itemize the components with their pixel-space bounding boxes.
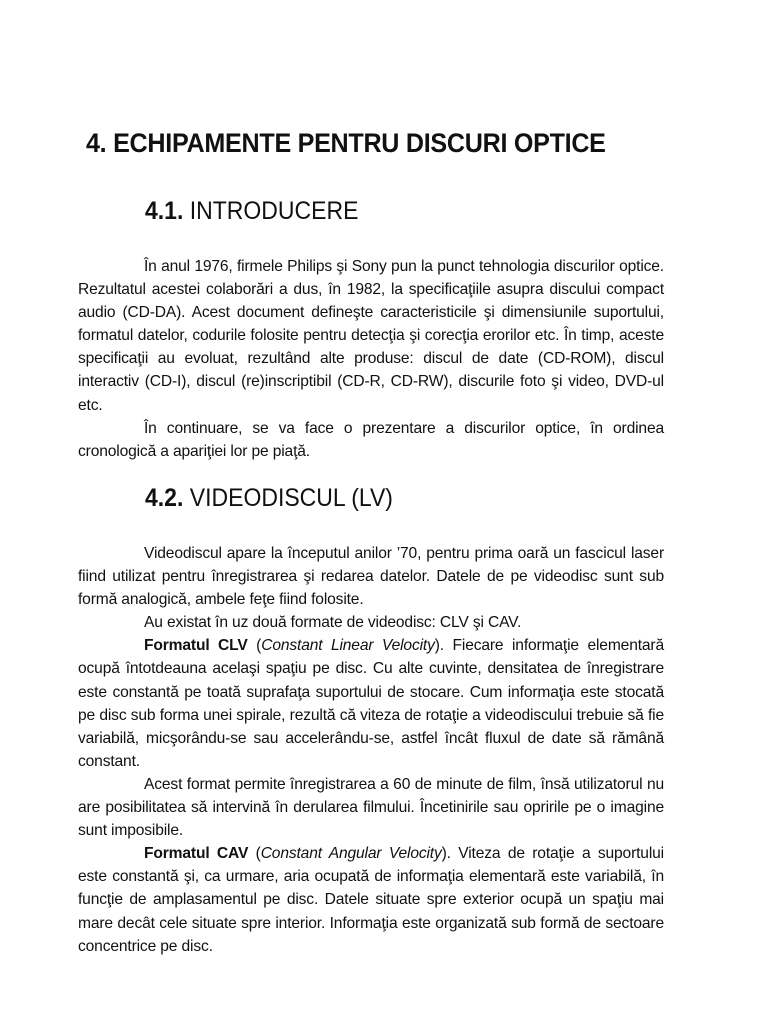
section-body-introducere [78,255,664,463]
section-title-text: INTRODUCERE [183,197,359,225]
paragraph-cav [78,842,664,957]
paragraph: Acest format permite înregistrarea a 60 de minute de film, însă utilizatorul nu are posibilitatea să intervină în derularea filmului. Încetinirile sau opririle pe o imagine sunt imposibile. [78,775,664,840]
term-definition: Constant Angular Velocity [260,845,442,863]
paragraph: Au existat în uz două formate de videodisc: CLV şi CAV. [144,614,522,632]
paragraph-text: ). Fiecare informaţie elementară ocupă întotdeauna acelaşi spaţiu pe disc. Cu alte cuvinte, densitatea de înregistrare este constantă pe toată suprafaţa suportului de stocare. Cum informaţia este stocată pe disc sub forma unei spirale, rezultă că viteza de rotaţie a videodiscului trebuie să fie variabilă, micşorându-se sau accelerându-se, astfel încât fluxul de date să rămână constant. [78,637,664,770]
section-title-text: VIDEODISCUL (LV) [183,484,393,512]
paragraph: Videodiscul apare la începutul anilor ’70, pentru prima oară un fascicul laser fiind utilizat pentru înregistrarea şi redarea datelor. Datele de pe videodisc sunt sub formă analogică, ambele feţe fiind folosite. [78,545,664,609]
section-number: 4.1. [145,197,184,225]
paren: ( [247,637,262,655]
section-body-videodiscul [78,542,664,958]
term-label: Formatul CLV [144,637,248,655]
term-definition: Constant Linear Velocity [261,637,435,655]
section-heading-videodiscul [145,484,393,513]
term-label: Formatul CAV [144,845,249,863]
paren: ( [248,845,261,863]
paragraph-text: ). Viteza de rotaţie a suportului este constantă şi, ca urmare, aria ocupată de informaţia elementară este variabilă, în funcţie de amplasamentul pe disc. Datele situate spre exterior ocupă un spaţiu mai mare decât cele situate spre interior. Informaţia este organizată sub formă de sectoare concentrice pe disc. [78,845,664,955]
chapter-title: 4. ECHIPAMENTE PENTRU DISCURI OPTICE [86,128,606,158]
paragraph: În anul 1976, firmele Philips şi Sony pun la punct tehnologia discurilor optice. Rezultatul acestei colaborări a dus, în 1982, la specificaţiile asupra discului compact audio (CD-DA). Acest document defineşte caracteristicile şi dimensiunile suportului, formatul datelor, codurile folosite pentru detecţia şi corecţia erorilor etc. În timp, aceste specificaţii au evoluat, rezultând alte produse: discul de date (CD-ROM), discul interactiv (CD-I), discul (re)inscriptibil (CD-R, CD-RW), discurile foto şi video, DVD-ul etc. [78,258,664,414]
section-number: 4.2. [145,484,184,512]
section-heading-introducere [145,197,358,226]
paragraph: În continuare, se va face o prezentare a discurilor optice, în ordinea cronologică a apariţiei lor pe piaţă. [78,419,664,460]
paragraph-clv [78,634,664,773]
